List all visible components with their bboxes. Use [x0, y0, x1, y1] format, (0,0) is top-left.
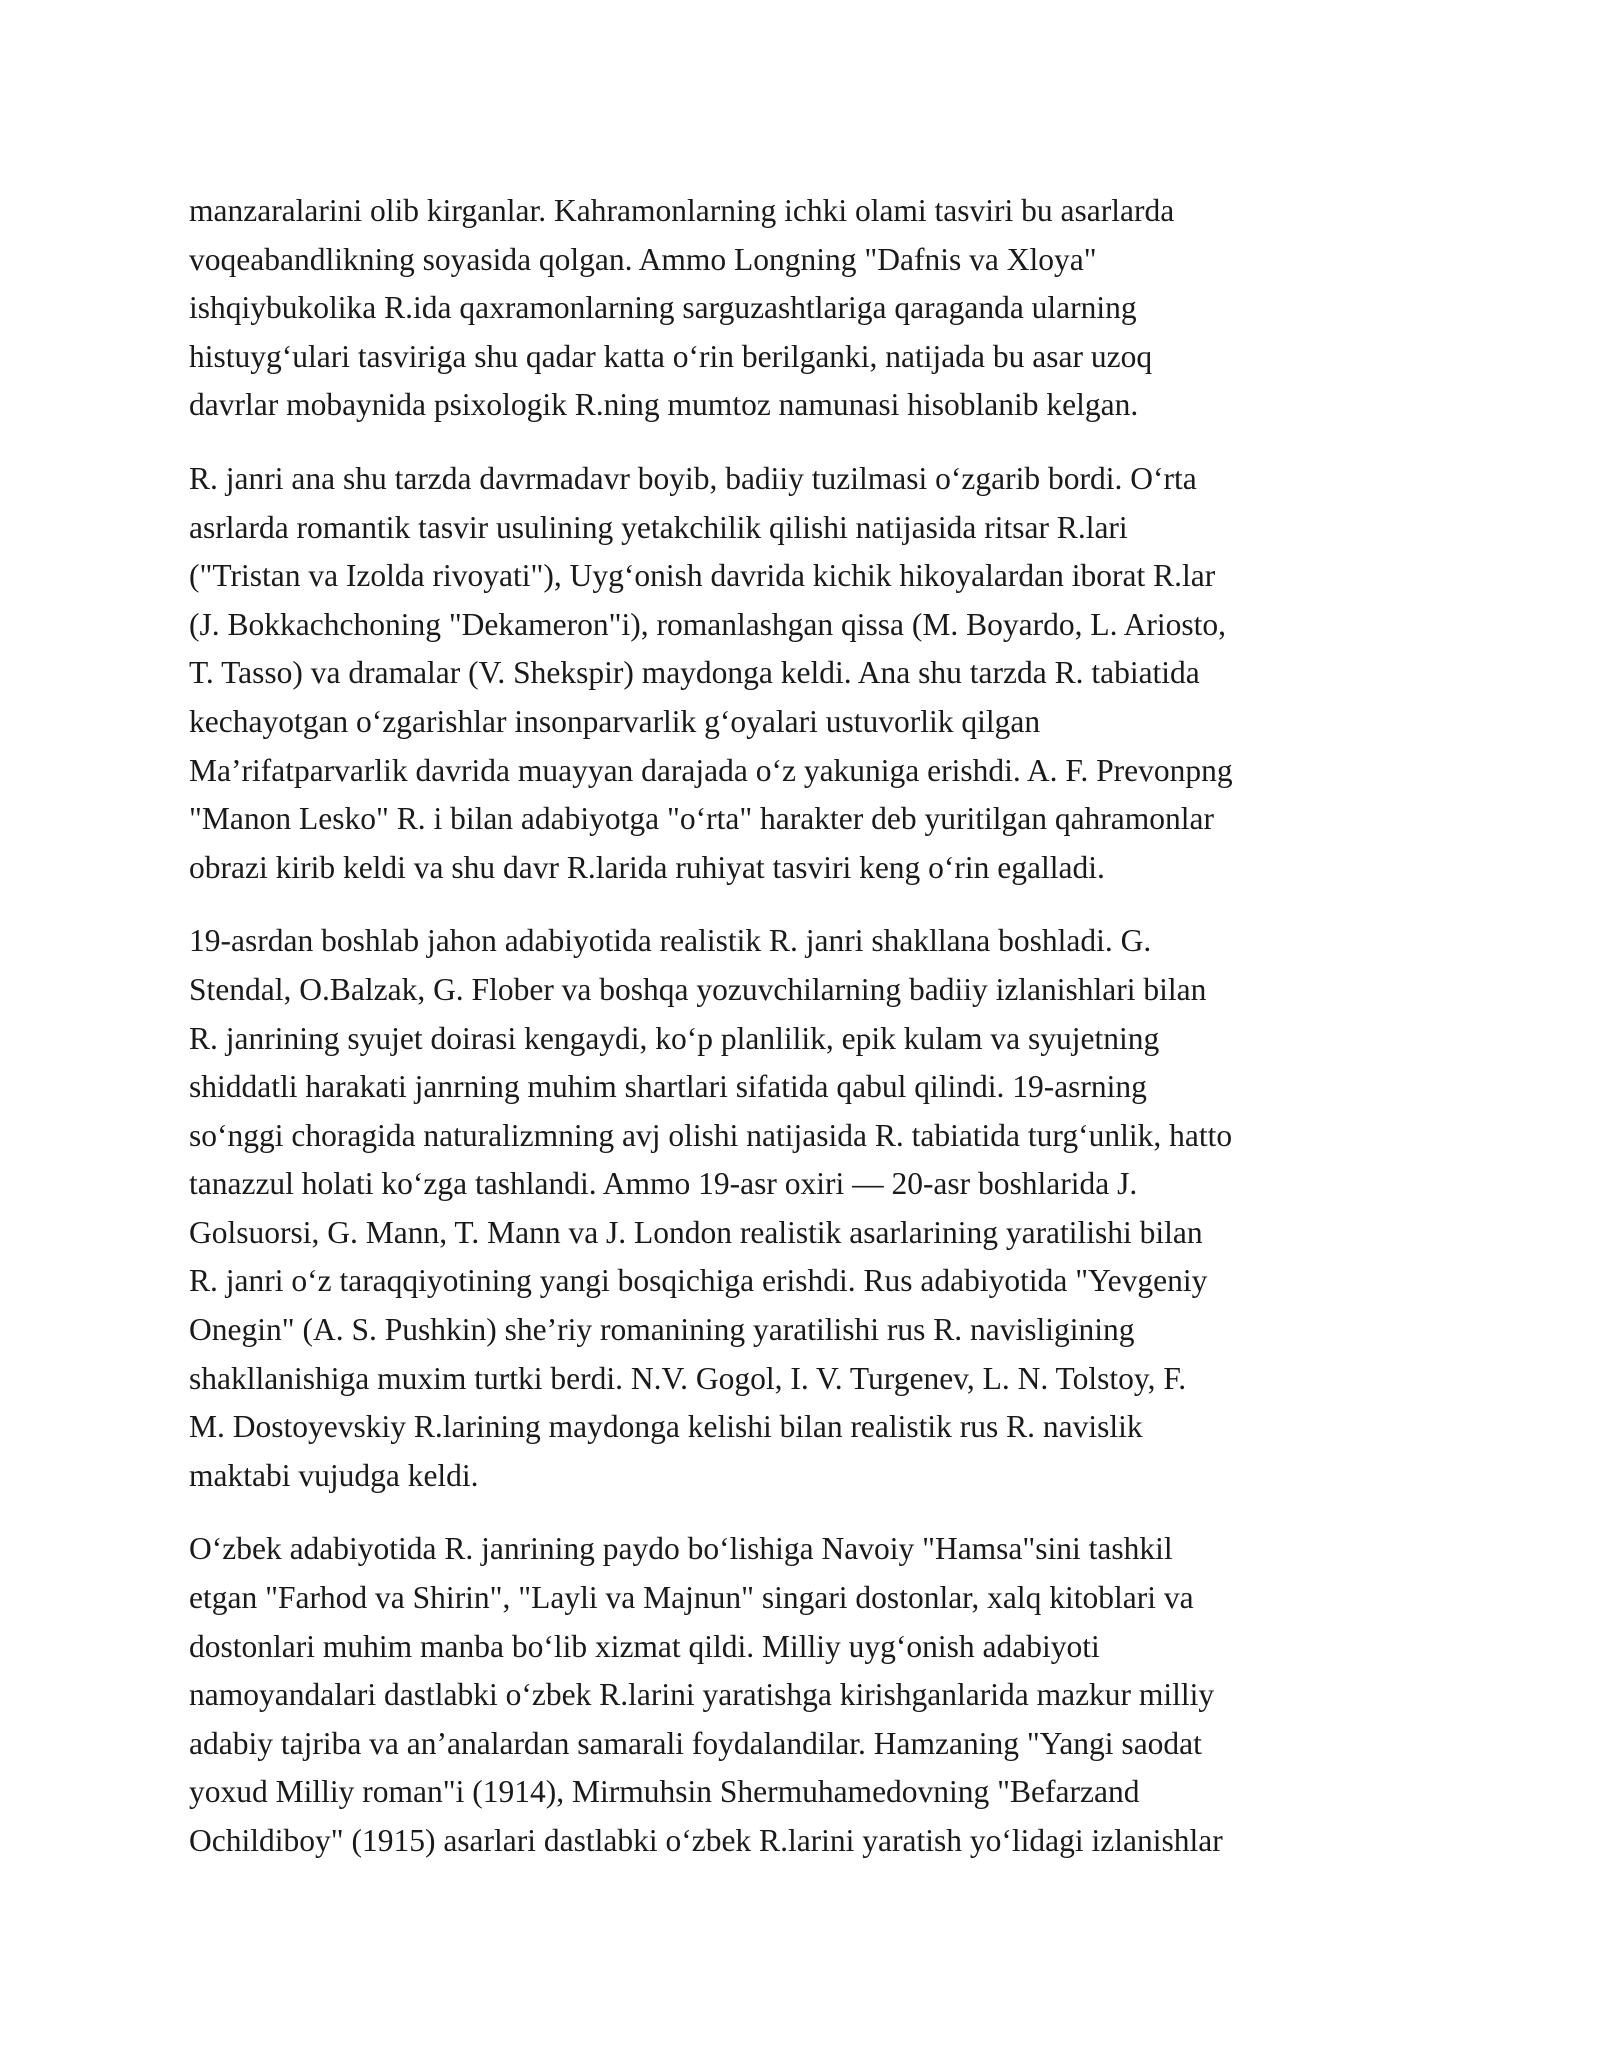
text-line: tanazzul holati ko‘zga tashlandi. Ammo 19-asr oxiri — 20-asr boshlarida J.	[189, 1166, 1138, 1202]
text-line: ishqiybukolika R.ida qaxramonlarning sarguzashtlariga qaraganda ularning	[189, 290, 1137, 326]
text-line: Golsuorsi, G. Mann, T. Mann va J. London realistik asarlarining yaratilishi bilan	[189, 1214, 1203, 1250]
text-line: Stendal, O.Balzak, G. Flober va boshqa yozuvchilarning badiiy izlanishlari bilan	[189, 971, 1207, 1007]
text-line: ("Tristan va Izolda rivoyati"), Uyg‘onish davrida kichik hikoyalardan iborat R.lar	[189, 558, 1216, 594]
paragraph-4	[189, 1525, 1419, 1865]
text-line: Ochildiboy" (1915) asarlari dastlabki o‘zbek R.larini yaratish yo‘lidagi izlanishlar	[189, 1823, 1223, 1858]
text-line: M. Dostoyevskiy R.larining maydonga kelishi bilan realistik rus R. navislik	[189, 1409, 1143, 1445]
body-text	[189, 187, 1419, 1891]
text-line: O‘zbek adabiyotida R. janrining paydo bo‘lishiga Navoiy "Hamsa"sini tashkil	[189, 1531, 1173, 1567]
text-line: manzaralarini olib kirganlar. Kahramonlarning ichki olami tasviri bu asarlarda	[189, 193, 1175, 228]
text-line: (J. Bokkachchoning "Dekameron"i), romanlashgan qissa (M. Boyardo, L. Ariosto,	[189, 606, 1227, 642]
text-line: "Manon Lesko" R. i bilan adabiyotga "o‘rta" harakter deb yuritilgan qahramonlar	[189, 801, 1214, 837]
paragraph-3	[189, 917, 1419, 1500]
text-line: asrlarda romantik tasvir usulining yetakchilik qilishi natijasida ritsar R.lari	[189, 509, 1128, 545]
text-line: shakllanishiga muxim turtki berdi. N.V. Gogol, I. V. Turgenev, L. N. Tolstoy, F.	[189, 1360, 1187, 1396]
text-line: so‘nggi choragida naturalizmning avj olishi natijasida R. tabiatida turg‘unlik, hatto	[189, 1117, 1233, 1153]
text-line: R. janrining syujet doirasi kengaydi, ko‘p planlilik, epik kulam va syujetning	[189, 1020, 1160, 1056]
text-line: Ma’rifatparvarlik davrida muayyan darajada o‘z yakuniga erishdi. A. F. Prevonpng	[189, 752, 1233, 788]
text-line: Onegin" (A. S. Pushkin) she’riy romanining yaratilishi rus R. navisligining	[189, 1312, 1135, 1348]
text-line: R. janri o‘z taraqqiyotining yangi bosqichiga erishdi. Rus adabiyotida "Yevgeniy	[189, 1263, 1208, 1299]
text-line: dostonlari muhim manba bo‘lib xizmat qildi. Milliy uyg‘onish adabiyoti	[189, 1628, 1100, 1664]
text-line: obrazi kirib keldi va shu davr R.larida ruhiyat tasviri keng o‘rin egalladi.	[189, 849, 1105, 885]
text-line: voqeabandlikning soyasida qolgan. Ammo Longning "Dafnis va Xloya"	[189, 241, 1097, 277]
text-line: namoyandalari dastlabki o‘zbek R.larini yaratishga kirishganlarida mazkur milliy	[189, 1677, 1215, 1713]
text-line: adabiy tajriba va an’analardan samarali foydalandilar. Hamzaning "Yangi saodat	[189, 1725, 1202, 1761]
paragraph-2	[189, 455, 1419, 892]
text-line: yoxud Milliy roman"i (1914), Mirmuhsin Shermuhamedovning "Befarzand	[189, 1774, 1140, 1810]
text-line: etgan "Farhod va Shirin", "Layli va Majnun" singari dostonlar, xalq kitoblari va	[189, 1580, 1194, 1616]
text-line: R. janri ana shu tarzda davrmadavr boyib, badiiy tuzilmasi o‘zgarib bordi. O‘rta	[189, 460, 1197, 496]
text-line: 19-asrdan boshlab jahon adabiyotida realistik R. janri shakllana boshladi. G.	[189, 923, 1152, 959]
text-line: shiddatli harakati janrning muhim shartlari sifatida qabul qilindi. 19-asrning	[189, 1069, 1147, 1105]
text-line: histuyg‘ulari tasviriga shu qadar katta o‘rin berilganki, natijada bu asar uzoq	[189, 338, 1153, 374]
paragraph-1	[189, 187, 1419, 430]
text-line: kechayotgan o‘zgarishlar insonparvarlik g‘oyalari ustuvorlik qilgan	[189, 703, 1041, 739]
text-line: maktabi vujudga keldi.	[189, 1457, 479, 1493]
text-line: davrlar mobaynida psixologik R.ning mumtoz namunasi hisoblanib kelgan.	[189, 387, 1139, 423]
text-line: T. Tasso) va dramalar (V. Shekspir) maydonga keldi. Ana shu tarzda R. tabiatida	[189, 655, 1200, 691]
